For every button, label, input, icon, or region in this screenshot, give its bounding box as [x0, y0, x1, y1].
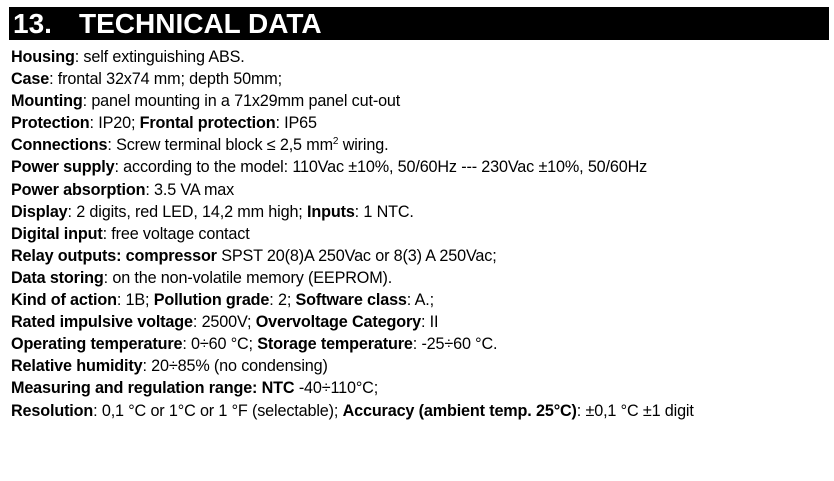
spec-value: : 0,1 °C or 1°C or 1 °F (selectable);: [93, 401, 343, 420]
spec-line: [11, 156, 831, 178]
spec-value: : 1 NTC.: [354, 202, 414, 221]
spec-label: Overvoltage Category: [255, 313, 421, 332]
spec-value: wiring.: [338, 136, 389, 155]
spec-value: : 20÷85% (no condensing): [142, 357, 328, 376]
spec-line: [11, 68, 831, 90]
spec-label: Relative humidity: [11, 357, 143, 376]
spec-value: SPST 20(8)A 250Vac or 8(3) A 250Vac;: [216, 246, 497, 265]
spec-label: Pollution grade: [153, 291, 270, 310]
spec-line: [11, 267, 831, 289]
section-title: TECHNICAL DATA: [79, 8, 322, 39]
spec-label: Mounting: [11, 92, 83, 111]
spec-line: [11, 90, 831, 112]
spec-value: : 2500V;: [192, 313, 256, 332]
spec-label: Accuracy (ambient temp. 25°C): [342, 401, 577, 420]
spec-line: [11, 289, 831, 311]
technical-data-list: [11, 46, 831, 422]
spec-line: [11, 46, 831, 68]
spec-value: : 2;: [269, 291, 296, 310]
spec-value: : IP65: [275, 114, 317, 133]
spec-value: : free voltage contact: [102, 224, 250, 243]
spec-value: : -25÷60 °C.: [412, 335, 498, 354]
spec-value: : 1B;: [116, 291, 154, 310]
spec-line: [11, 245, 831, 267]
section-header: [9, 7, 829, 40]
spec-value: : frontal 32x74 mm; depth 50mm;: [49, 70, 282, 89]
spec-value: : on the non-volatile memory (EEPROM).: [103, 268, 393, 287]
spec-value: : self extinguishing ABS.: [74, 48, 245, 66]
spec-label: Resolution: [11, 401, 94, 420]
spec-label: Protection: [11, 114, 90, 133]
spec-label: Software class: [295, 291, 407, 310]
spec-value: : II: [420, 313, 439, 332]
spec-value: : A.;: [406, 291, 434, 310]
spec-label: Kind of action: [11, 291, 117, 310]
spec-label: Rated impulsive voltage: [11, 313, 193, 332]
spec-line: [11, 134, 831, 156]
spec-label: Frontal protection: [139, 114, 276, 133]
spec-value: : according to the model: 110Vac ±10%, 50/60Hz --- 230Vac ±10%, 50/60Hz: [114, 158, 648, 177]
spec-line: [11, 201, 831, 223]
spec-label: Display: [11, 202, 68, 221]
spec-line: [11, 355, 831, 377]
spec-label: Operating temperature: [11, 335, 183, 354]
spec-line: [11, 400, 831, 422]
superscript: 2: [332, 136, 339, 148]
spec-value: : Screw terminal block ≤ 2,5 mm: [107, 136, 333, 155]
spec-label: Measuring and regulation range: NTC: [11, 379, 295, 398]
spec-label: Housing: [11, 48, 75, 66]
spec-line: [11, 112, 831, 134]
spec-value: : 2 digits, red LED, 14,2 mm high;: [67, 202, 308, 221]
spec-value: : 3.5 VA max: [145, 180, 235, 199]
spec-label: Digital input: [11, 224, 103, 243]
spec-value: : 0÷60 °C;: [182, 335, 258, 354]
spec-value: : panel mounting in a 71x29mm panel cut-out: [82, 92, 401, 111]
spec-label: Power supply: [11, 158, 115, 177]
spec-line: [11, 223, 831, 245]
spec-label: Relay outputs: compressor: [11, 246, 217, 265]
spec-label: Power absorption: [11, 180, 146, 199]
spec-label: Storage temperature: [257, 335, 413, 354]
spec-value: -40÷110°C;: [294, 379, 379, 398]
spec-label: Inputs: [307, 202, 355, 221]
spec-label: Case: [11, 70, 50, 89]
spec-line: [11, 179, 831, 201]
spec-line: [11, 377, 831, 399]
spec-label: Data storing: [11, 268, 104, 287]
section-number: 13.: [13, 8, 52, 39]
spec-line: [11, 333, 831, 355]
spec-value: : IP20;: [89, 114, 140, 133]
spec-value: : ±0,1 °C ±1 digit: [576, 401, 694, 420]
spec-label: Connections: [11, 136, 108, 155]
spec-line: [11, 311, 831, 333]
